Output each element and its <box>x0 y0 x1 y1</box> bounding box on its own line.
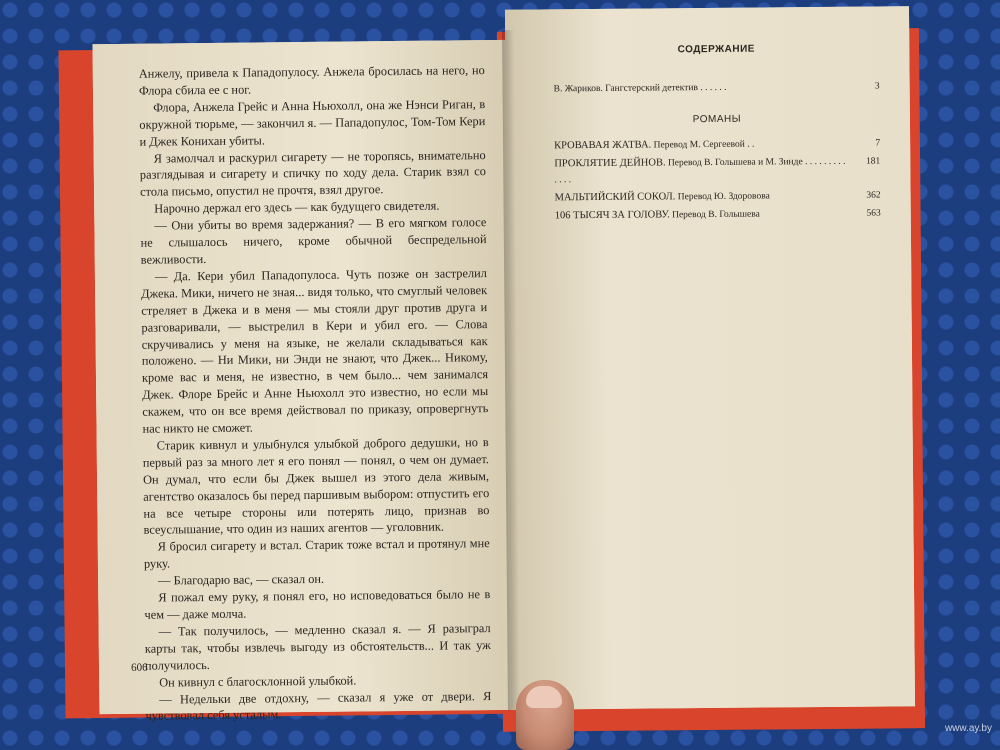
paragraph: Я пожал ему руку, я понял его, но исповедоваться было не в чем — даже молча. <box>144 587 491 622</box>
toc-page-number: 181 <box>865 156 881 167</box>
toc-entry-credit: Перевод Ю. Здоровова <box>677 191 770 203</box>
paragraph: — Недельки две отдохну, — сказал я уже от двери. Я чувствовал себя усталым. <box>145 688 492 724</box>
paragraph: Анжелу, привела к Пападопулосу. Анжела бросилась на него, но Флора сбила ее с ног. <box>138 63 485 98</box>
toc-section-heading: РОМАНЫ <box>692 113 742 126</box>
page-number: 606 <box>130 661 148 674</box>
paragraph: — Благодарю вас, — сказал он. <box>158 571 325 588</box>
thumbnail-nail <box>526 686 562 708</box>
paragraph: — Они убиты во время задержания? — В его мягком голосе не слышалось ничего, кроме обычной беспредельной вежливости. <box>140 215 487 267</box>
toc-entry-credit: Перевод М. Сергеевой . . <box>653 139 755 151</box>
toc-page-number: 3 <box>874 81 880 92</box>
toc-entry-text: В. Жариков. Гангстерский детектив . . . . . . <box>553 82 727 95</box>
toc-entry <box>554 136 880 155</box>
contents-title: СОДЕРЖАНИЕ <box>677 43 755 56</box>
paragraph: Я замолчал и раскурил сигарету — не торопясь, внимательно разглядывая и сигарету и спичку по ходу дела. Старик взял со стола письмо, опустил не прочтя, взял другое. <box>139 147 486 200</box>
paragraph: — Так получилось, — медленно сказал я. — Я разыграл карты так, чтобы извлечь выгоду из обстоятельств... И так уж получилось. <box>144 620 491 673</box>
toc-entry-title: МАЛЬТИЙСКИЙ СОКОЛ. <box>554 191 676 204</box>
paragraph: Он кивнул с благосклонной улыбкой. <box>159 673 357 690</box>
toc-intro-entry <box>554 80 880 98</box>
toc-entry <box>555 188 881 207</box>
toc-page-number: 7 <box>875 138 881 149</box>
table-of-contents <box>554 80 881 225</box>
left-page <box>93 40 518 724</box>
toc-entry-title: 106 ТЫСЯЧ ЗА ГОЛОВУ. <box>554 209 670 222</box>
watermark: www.ay.by <box>944 723 992 734</box>
toc-entry-title: КРОВАВАЯ ЖАТВА. <box>554 139 652 152</box>
toc-entry-title: ПРОКЛЯТИЕ ДЕЙНОВ. <box>554 157 666 170</box>
paragraph: Старик кивнул и улыбнулся улыбкой доброго дедушки, но в первый раз за много лет я его понял — понял, о чем он думает. Он думал, что если бы Джек вышел из этого дела живым, агентство оказалось бы перед паршивым выбором: отпустить его на все четыре стороны или потерять лицо, признав во всеуслышание, что один из наших агентов — уголовник. <box>142 435 490 538</box>
toc-entry-credit: Перевод В. Голышева <box>672 209 760 221</box>
toc-entry <box>554 154 880 189</box>
paragraph: Нарочно держал его здесь — как будущего свидетеля. <box>154 198 440 216</box>
left-page-text <box>139 62 492 725</box>
toc-page-number: 362 <box>866 190 881 201</box>
toc-entry-credit: Перевод В. Голышева и М. Зинде . . . . . . . . . . . . . <box>554 156 846 186</box>
toc-entry <box>555 206 881 225</box>
right-page <box>505 6 915 709</box>
paragraph: — Да. Кери убил Пападопулоса. Чуть позже он застрелил Джека. Мики, ничего не зная... видя только, что смуглый человек стреляет в Джека и в меня — мы стояли друг против друга и разговаривали, — выстрелил в Кери и убил его. — Слова скручивались у меня на языке, не желали складываться как положено. — Ни Мики, ни Энди не знают, что Джек... Никому, кроме вас и меня, не известно, в чем было... чем занимался Джек. Флоре Брейс и Анне Ньюхолл это известно, но если мы скажем, что он все время действовал по приказу, опровергнуть нас никто не сможет. <box>141 265 489 436</box>
toc-page-number: 563 <box>866 208 881 219</box>
paragraph: Я бросил сигарету и встал. Старик тоже встал и протянул мне руку. <box>143 536 490 571</box>
paragraph: Флора, Анжела Грейс и Анна Ньюхолл, она же Нэнси Риган, в окружной тюрьме, — закончил я. — Пападопулос, Том-Том Кери и Джек Конихан убиты. <box>139 96 486 149</box>
